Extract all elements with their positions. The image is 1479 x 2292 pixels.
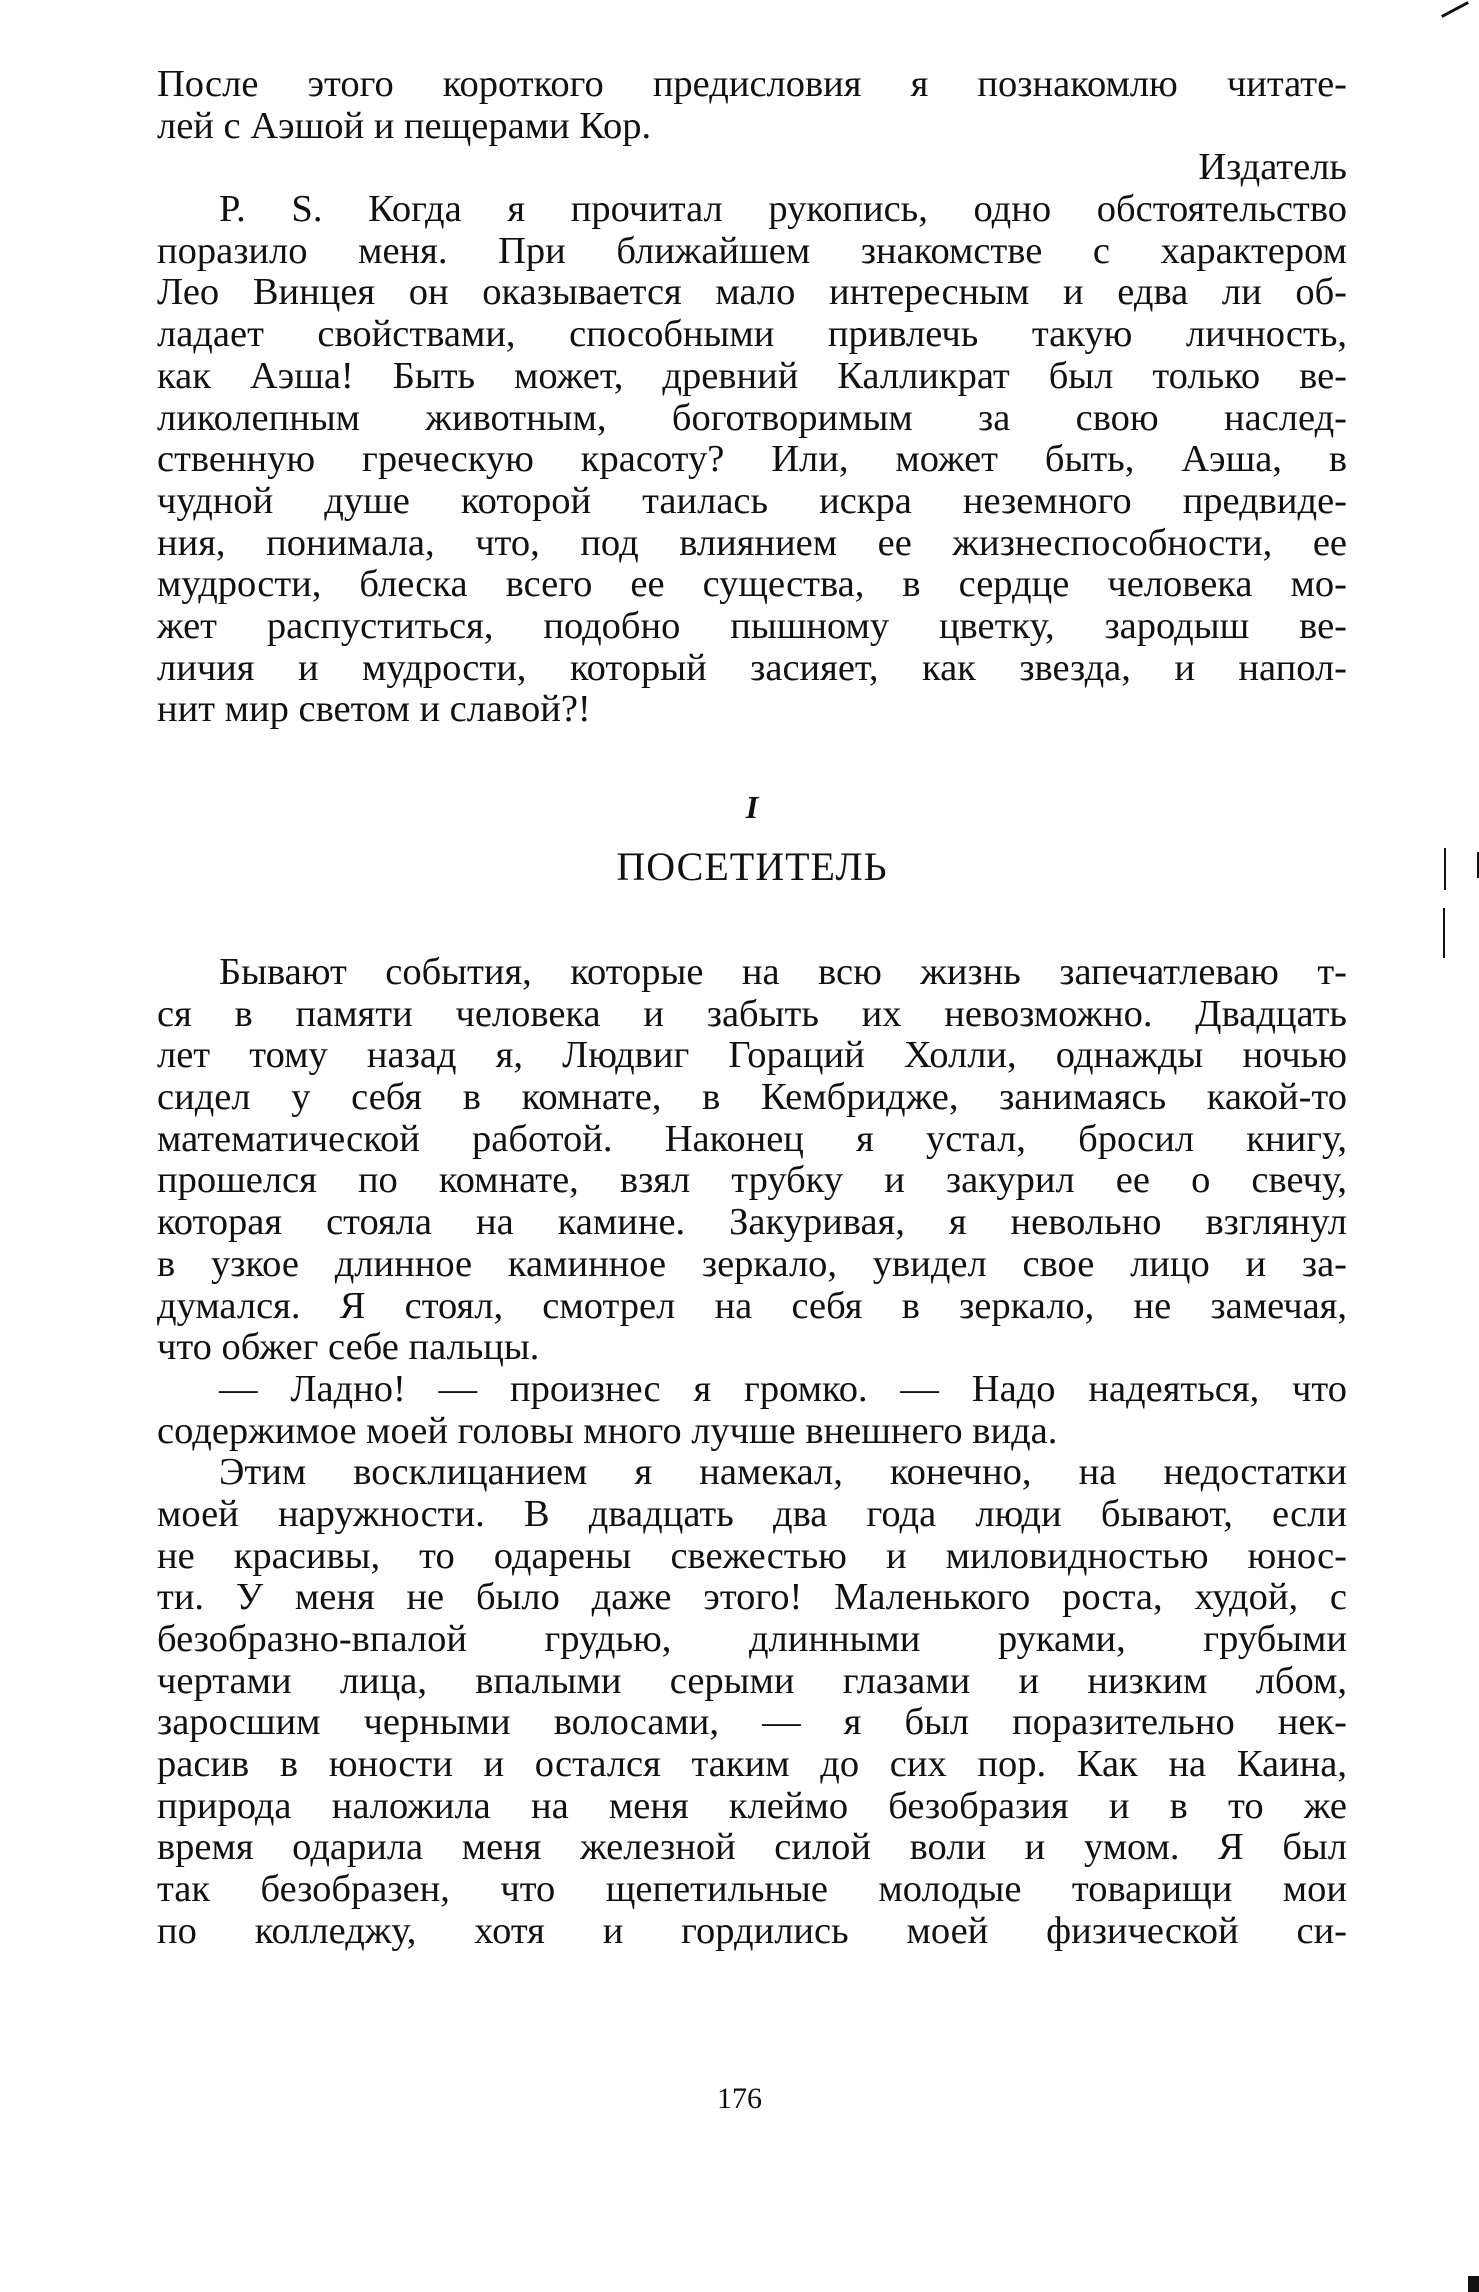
- chapter-number: I: [745, 789, 759, 825]
- scan-mark-margin-2: [1443, 908, 1445, 958]
- text-line: расив в юности и остался таким до сих пор. Как на Каина,: [157, 1743, 1347, 1786]
- text-line: так безобразен, что щепетильные молодые товарищи мои: [157, 1868, 1347, 1911]
- text-line: нит мир светом и славой?!: [157, 688, 591, 731]
- text-line: ти. У меня не было даже этого! Маленького роста, худой, с: [157, 1576, 1347, 1619]
- book-page: [157, 64, 1347, 1953]
- text-line: математической работой. Наконец я устал, бросил книгу,: [157, 1117, 1347, 1160]
- text-line: — Ладно! — произнес я громко. — Надо надеяться, что: [219, 1367, 1347, 1410]
- text-line: природа наложила на меня клеймо безобразия и в то же: [157, 1784, 1347, 1827]
- text-line: безобразно-впалой грудью, длинными руками, грубыми: [157, 1618, 1347, 1660]
- text-line: моей наружности. В двадцать два года люди бывают, если: [157, 1492, 1347, 1535]
- text-line: в узкое длинное каминное зеркало, увидел свое лицо и за-: [157, 1242, 1347, 1285]
- chapter-title: ПОСЕТИТЕЛЬ: [616, 844, 888, 889]
- text-line: ладает свойствами, способными привлечь такую личность,: [157, 313, 1347, 356]
- chapter-paragraph: [157, 1452, 1347, 1952]
- text-line: чертами лица, впалыми серыми глазами и низким лбом,: [157, 1659, 1347, 1702]
- text-line: ликолепным животным, боготворимым за свою наслед-: [157, 396, 1347, 439]
- text-line: содержимое моей головы много лучше внешнего вида.: [157, 1409, 1058, 1452]
- chapter-paragraph: [157, 1369, 1347, 1452]
- text-line: лет тому назад я, Людвиг Гораций Холли, однажды ночью: [157, 1034, 1347, 1077]
- postscript-paragraph: [157, 189, 1347, 731]
- text-line: ственную греческую красоту? Или, может быть, Аэша, в: [157, 438, 1347, 481]
- text-line: не красивы, то одарены свежестью и миловидностью юнос-: [157, 1534, 1347, 1577]
- text-line: думался. Я стоял, смотрел на себя в зеркало, не замечая,: [157, 1284, 1347, 1327]
- text-line: прошелся по комнате, взял трубку и закурил ее о свечу,: [157, 1159, 1347, 1202]
- signature-publisher: Издатель: [1198, 146, 1347, 189]
- text-line: сидел у себя в комнате, в Кембридже, занимаясь какой-то: [157, 1076, 1347, 1119]
- text-line: заросшим черными волосами, — я был поразительно нек-: [157, 1701, 1347, 1744]
- text-line: мудрости, блеска всего ее существа, в сердце человека мо-: [157, 563, 1347, 606]
- text-line: Лео Винцея он оказывается мало интересным и едва ли об-: [157, 271, 1347, 314]
- text-line: по колледжу, хотя и гордились моей физической си-: [157, 1909, 1347, 1952]
- page-number: 176: [717, 2082, 762, 2115]
- text-line: P. S. Когда я прочитал рукопись, одно обстоятельство: [219, 188, 1347, 231]
- text-line: ния, понимала, что, под влиянием ее жизнеспособности, ее: [157, 521, 1347, 564]
- text-line: После этого короткого предисловия я познакомлю читате-: [157, 63, 1347, 105]
- chapter-body: [157, 952, 1347, 1953]
- text-line: Бывают события, которые на всю жизнь запечатлеваю т-: [219, 951, 1347, 993]
- text-line: время одарила меня железной силой воли и умом. Я был: [157, 1826, 1347, 1869]
- intro-paragraph: [157, 64, 1347, 147]
- text-line: Этим восклицанием я намекал, конечно, на недостатки: [219, 1451, 1347, 1494]
- text-line: которая стояла на камине. Закуривая, я невольно взглянул: [157, 1201, 1347, 1244]
- text-line: как Аэша! Быть может, древний Калликрат был только ве-: [157, 354, 1347, 397]
- text-line: лей с Аэшой и пещерами Кор.: [157, 104, 652, 147]
- scan-mark-margin-1: [1444, 848, 1446, 890]
- text-line: что обжег себе пальцы.: [157, 1326, 540, 1369]
- chapter-paragraph: [157, 952, 1347, 1369]
- scan-mark-bottom-right: [1468, 2276, 1479, 2292]
- text-line: личия и мудрости, который засияет, как звезда, и напол-: [157, 646, 1347, 689]
- text-line: чудной душе которой таилась искра неземного предвиде-: [157, 479, 1347, 522]
- text-line: жет распуститься, подобно пышному цветку, зародыш ве-: [157, 604, 1347, 647]
- text-line: поразило меня. При ближайшем знакомстве с характером: [157, 229, 1347, 272]
- text-line: ся в памяти человека и забыть их невозможно. Двадцать: [157, 992, 1347, 1035]
- scan-mark-top-right: [1441, 1, 1469, 18]
